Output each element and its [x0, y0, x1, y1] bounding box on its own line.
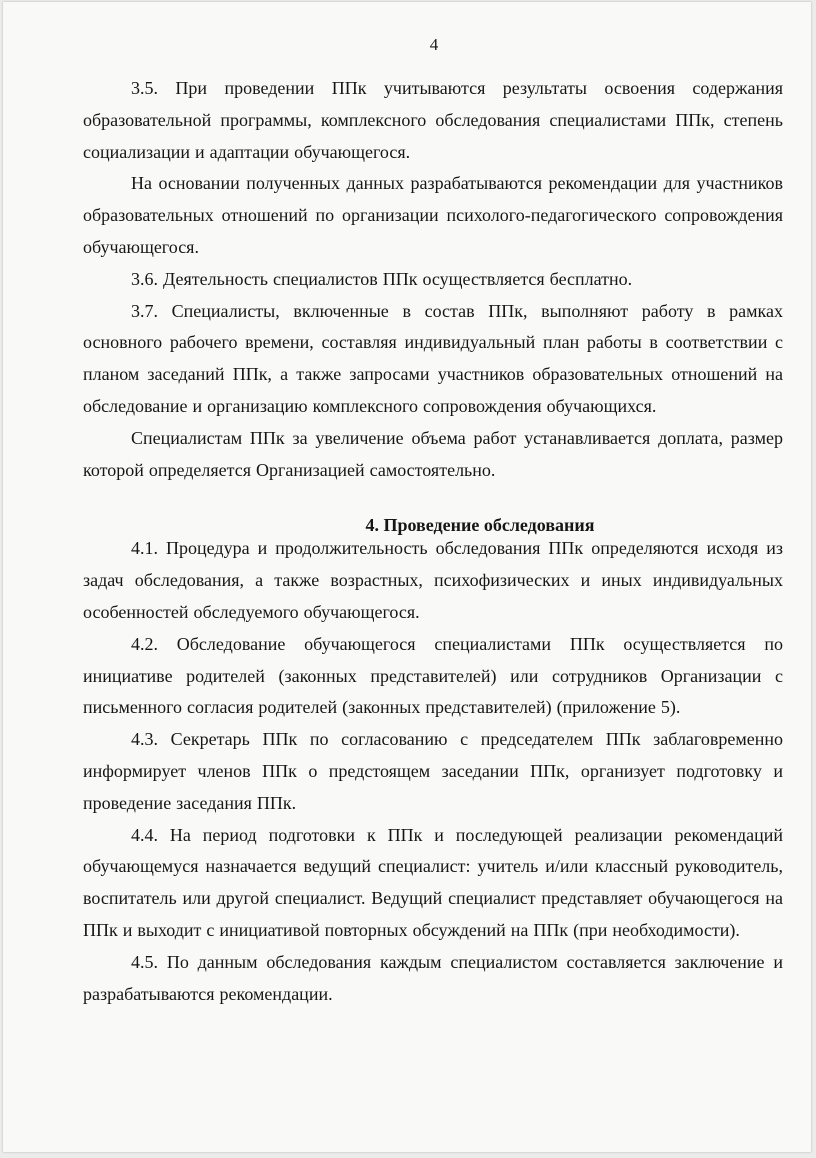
- paragraph-surcharge: Специалистам ППк за увеличение объема работ устанавливается доплата, размер которой определяется Организацией самостоятельно.: [83, 427, 783, 480]
- paragraph-4-5: 4.5. По данным обследования каждым специалистом составляется заключение и разрабатываются рекомендации.: [83, 951, 783, 1004]
- paragraph-4-2: 4.2. Обследование обучающегося специалистами ППк осуществляется по инициативе родителей (законных представителей) или сотрудников Организации с письменного согласия родителей (законных представителей) (приложение 5).: [83, 633, 783, 718]
- paragraph-recommendations: На основании полученных данных разрабатываются рекомендации для участников образовательных отношений по организации психолого-педагогического сопровождения обучающегося.: [83, 173, 783, 257]
- document-body: [83, 73, 783, 1010]
- paragraph-3-6: 3.6. Деятельность специалистов ППк осуществляется бесплатно.: [131, 268, 633, 289]
- page-number: 4: [429, 35, 439, 54]
- section-heading: 4. Проведение обследования: [365, 515, 595, 536]
- paragraph-3-5: 3.5. При проведении ППк учитываются результаты освоения содержания образовательной программы, комплексного обследования специалистами ППк, степень социализации и адаптации обучающегося.: [83, 78, 783, 162]
- paragraph-3-7: 3.7. Специалисты, включенные в состав ППк, выполняют работу в рамках основного рабочего времени, составляя индивидуальный план работы в соответствии с планом заседаний ППк, а также запросами участников образовательных отношений на обследование и организацию комплексного сопровождения обучающихся.: [83, 300, 783, 416]
- paragraph-4-1: 4.1. Процедура и продолжительность обследования ППк определяются исходя из задач обследования, а также возрастных, психофизических и иных индивидуальных особенностей обследуемого обучающегося.: [83, 538, 783, 622]
- paragraph-4-3: 4.3. Секретарь ППк по согласованию с председателем ППк заблаговременно информирует членов ППк о предстоящем заседании ППк, организует подготовку и проведение заседания ППк.: [83, 729, 783, 813]
- document-page: [3, 2, 811, 1152]
- paragraph-4-4: 4.4. На период подготовки к ППк и последующей реализации рекомендаций обучающемуся назначается ведущий специалист: учитель и/или классный руководитель, воспитатель или другой специалист. Ведущий специалист представляет обучающегося на ППк и выходит с инициативой повторных обсуждений на ППк (при необходимости).: [83, 824, 783, 940]
